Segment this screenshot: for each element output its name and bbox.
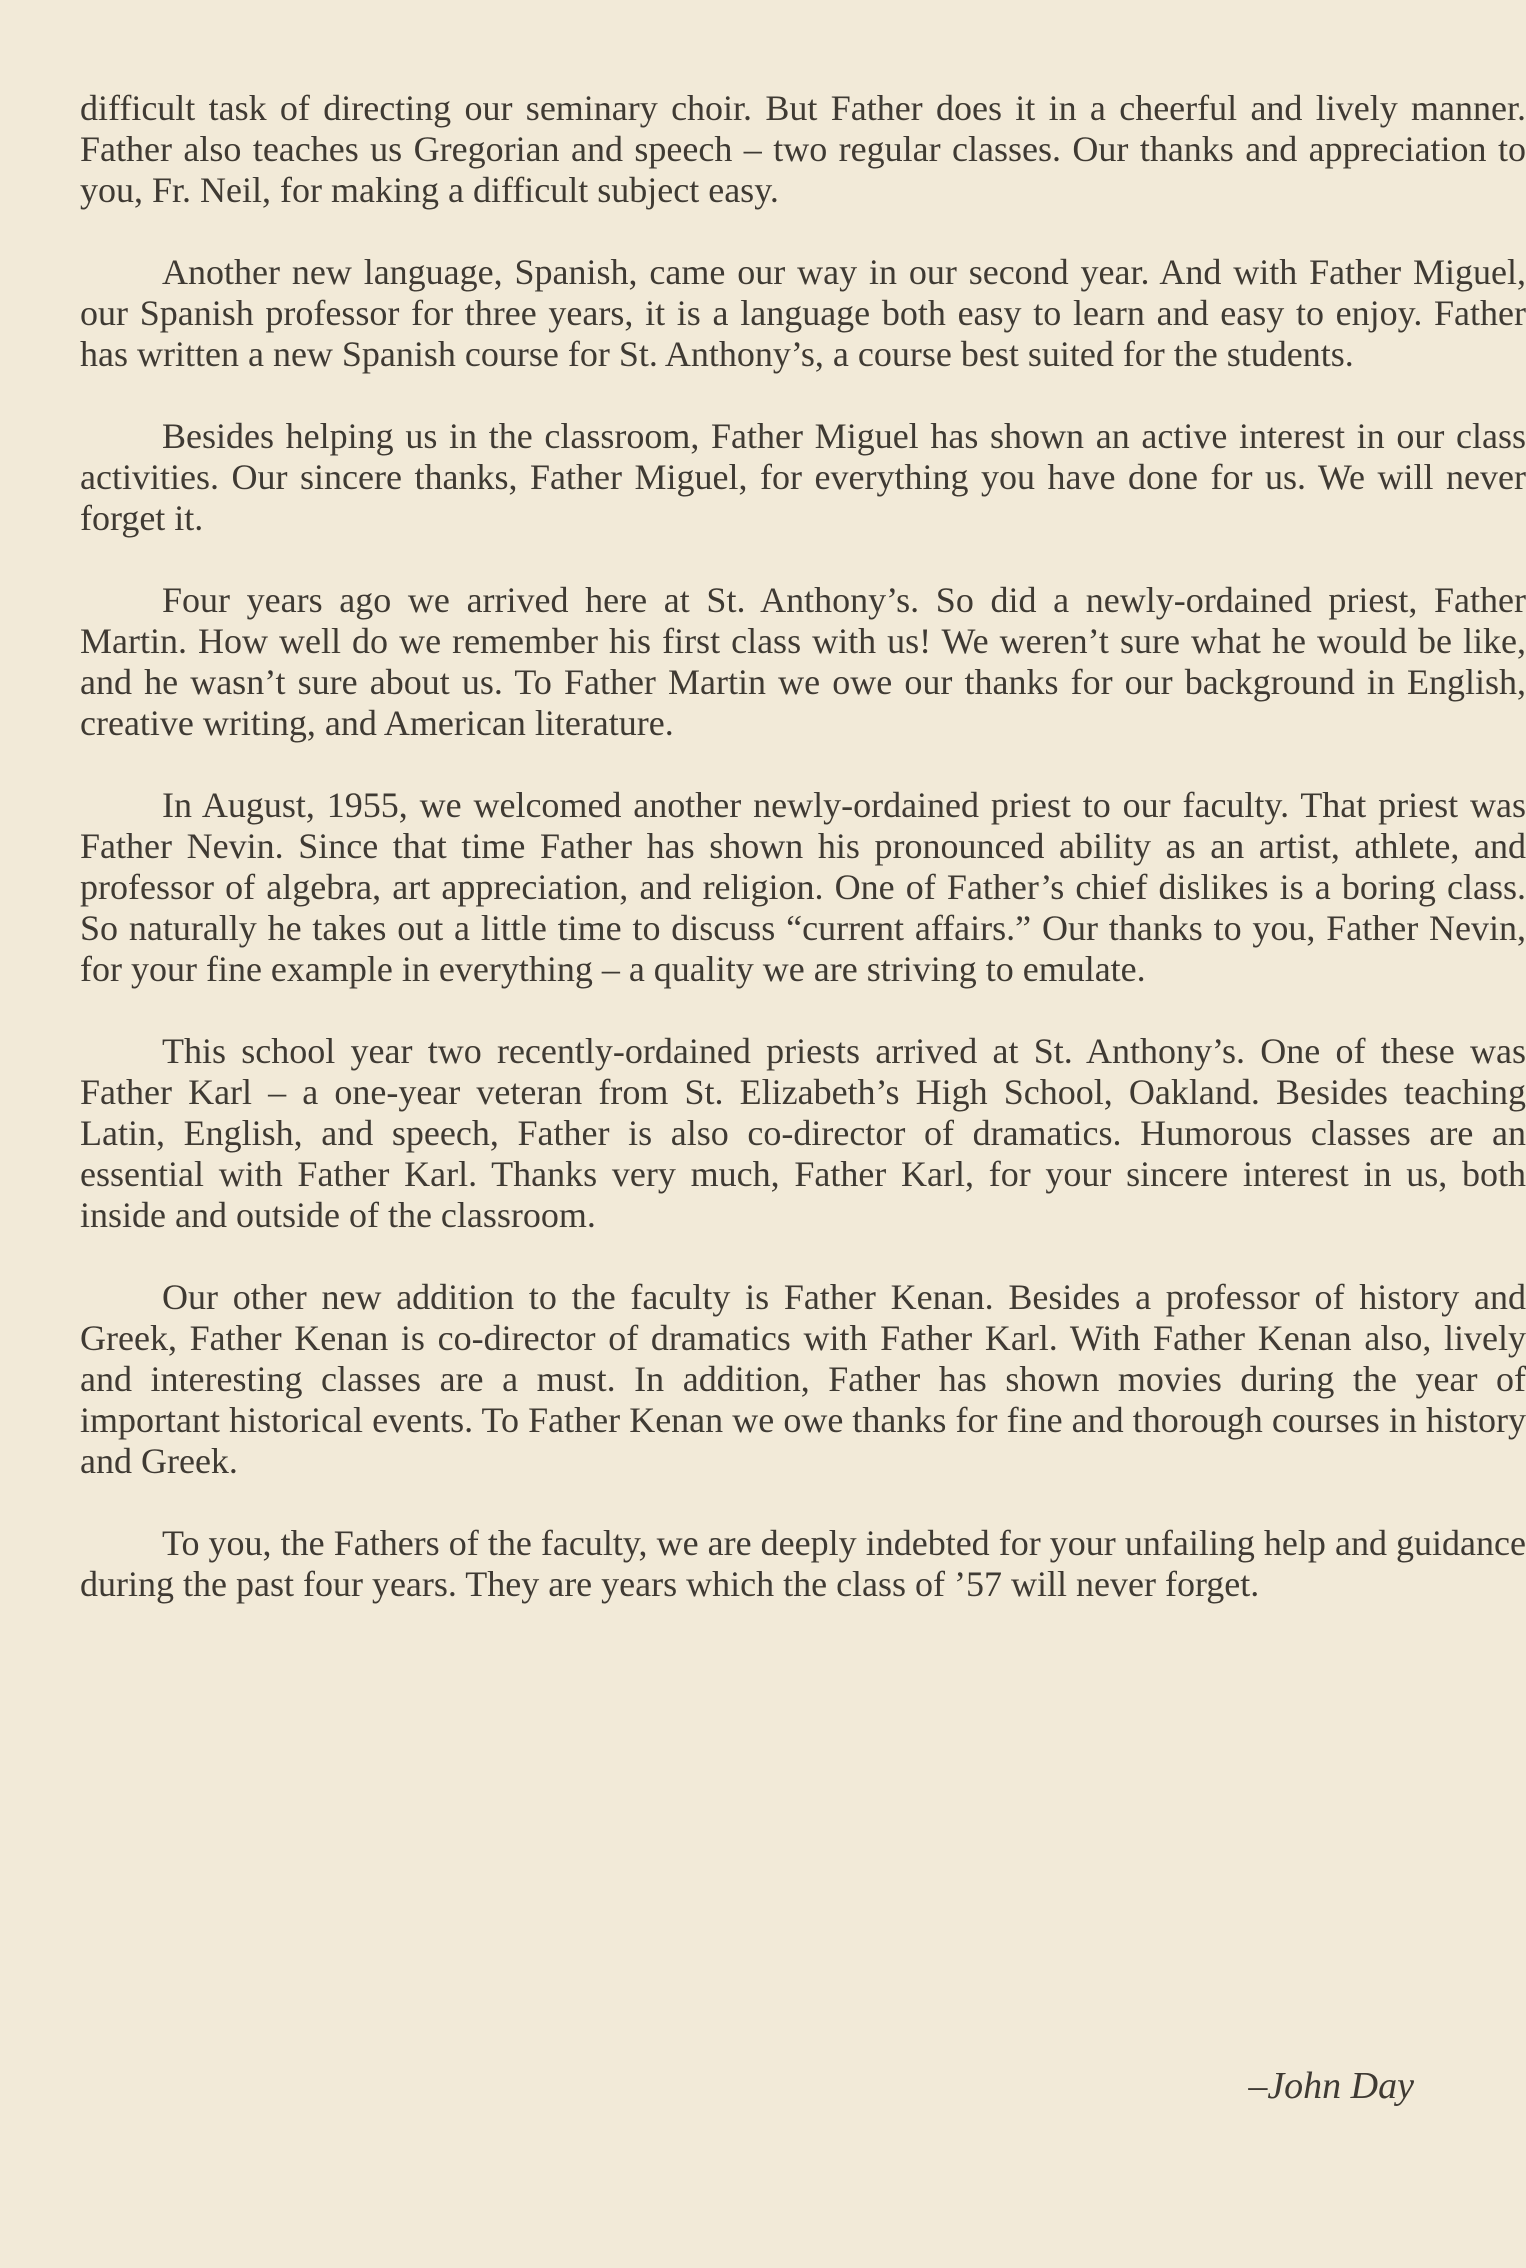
article-body [80, 88, 1526, 1646]
paragraph-spanish: Another new language, Spanish, came our way in our second year. And with Father Miguel, our Spanish professor for three years, it is a language both easy to learn and easy to enjoy. Father has written a new Spanish course for St. Anthony’s, a course best suited for the students. [80, 252, 1526, 374]
paragraph-father-martin: Four years ago we arrived here at St. Anthony’s. So did a newly-ordained priest, Father Martin. How well do we remember his first class with us! We weren’t sure what he would be like, and he wasn’t sure about us. To Father Martin we owe our thanks for our background in English, creative writing, and American literature. [80, 580, 1526, 743]
paragraph-choir: difficult task of directing our seminary choir. But Father does it in a cheerful and lively manner. Father also teaches us Gregorian and speech – two regular classes. Our thanks and appreciation to you, Fr. Neil, for making a difficult subject easy. [80, 88, 1526, 210]
paragraph-father-miguel: Besides helping us in the classroom, Father Miguel has shown an active interest in our class activities. Our sincere thanks, Father Miguel, for everything you have done for us. We will never forget it. [80, 416, 1526, 538]
paragraph-father-nevin: In August, 1955, we welcomed another newly-ordained priest to our faculty. That priest was Father Nevin. Since that time Father has shown his pronounced ability as an artist, athlete, and professor of algebra, art appreciation, and religion. One of Father’s chief dislikes is a boring class. So naturally he takes out a little time to discuss “current affairs.” Our thanks to you, Father Nevin, for your fine example in everything – a quality we are striving to emulate. [80, 785, 1526, 989]
author-signature: –John Day [1248, 2065, 1414, 2107]
paragraph-father-kenan: Our other new addition to the faculty is Father Kenan. Besides a professor of history and Greek, Father Kenan is co-director of dramatics with Father Karl. With Father Kenan also, lively and interesting classes are a must. In addition, Father has shown movies during the year of important historical events. To Father Kenan we owe thanks for fine and thorough courses in history and Greek. [80, 1277, 1526, 1481]
paragraph-father-karl: This school year two recently-ordained priests arrived at St. Anthony’s. One of these was Father Karl – a one-year veteran from St. Elizabeth’s High School, Oakland. Besides teaching Latin, English, and speech, Father is also co-director of dramatics. Humorous classes are an essential with Father Karl. Thanks very much, Father Karl, for your sincere interest in us, both inside and outside of the classroom. [80, 1031, 1526, 1235]
paragraph-closing: To you, the Fathers of the faculty, we are deeply indebted for your unfailing help and guidance during the past four years. They are years which the class of ’57 will never forget. [80, 1523, 1526, 1604]
